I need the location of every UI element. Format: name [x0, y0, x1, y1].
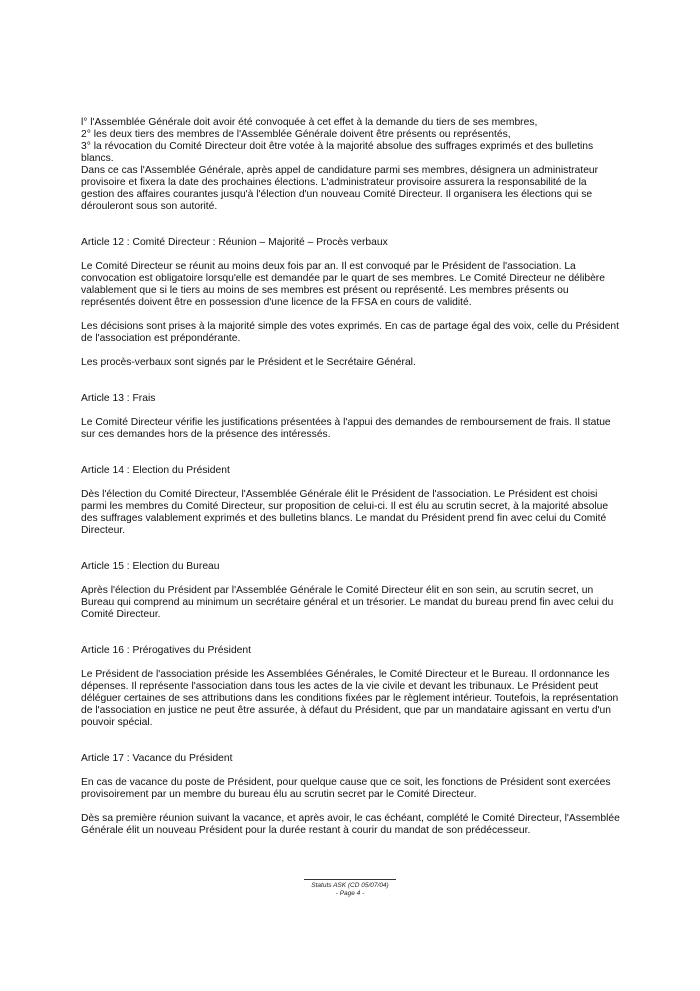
article-heading: Article 12 : Comité Directeur : Réunion – Majorité – Procès verbaux: [81, 237, 388, 248]
article-12: [81, 237, 621, 369]
article-13: [81, 393, 621, 441]
article-paragraph: Les décisions sont prises à la majorité simple des votes exprimés. En cas de partage égal des voix, celle du Président de l'association est prépondérante.: [81, 321, 620, 344]
footer-document-ref: Statuts ASK (CD 05/07/04): [311, 882, 389, 889]
intro-line: l° l'Assemblée Générale doit avoir été convoquée à cet effet à la demande du tiers de ses membres,: [81, 117, 538, 128]
page-footer: [0, 879, 700, 897]
intro-paragraph: Dans ce cas l'Assemblée Générale, après appel de candidature parmi ses membres, désignera un administrateur provisoire et fixera la date des prochaines élections. L'administrateur provisoire assurera la responsabilité de la gestion des affaires courantes jusqu'à l'élection d'un nouveau Comité Directeur. Il organisera les élections qui se dérouleront sous son autorité.: [81, 165, 599, 212]
footer-page-number: - Page 4 -: [335, 889, 365, 897]
article-paragraph: Le Comité Directeur vérifie les justifications présentées à l'appui des demandes de remboursement de frais. Il statue sur ces demandes hors de la présence des intéressés.: [81, 417, 611, 440]
article-paragraph: Dès sa première réunion suivant la vacance, et après avoir, le cas échéant, complété le Comité Directeur, l'Assemblée Générale élit un nouveau Président pour la durée restant à courir du mandat de son prédécesseur.: [81, 813, 620, 836]
intro-line: 3° la révocation du Comité Directeur doit être votée à la majorité absolue des suffrages exprimés et des bulletins blancs.: [81, 141, 594, 164]
article-paragraph: Le Comité Directeur se réunit au moins deux fois par an. Il est convoqué par le Président de l'association. La convocation est obligatoire lorsqu'elle est demandée par le quart de ses membres. Le Comité Directeur ne délibère valablement que si le tiers au moins de ses membres est présent ou représenté. Les membres présents ou représentés doivent être en possession d'une licence de la FFSA en cours de validité.: [81, 261, 605, 308]
article-15: [81, 561, 621, 621]
intro-section: [81, 117, 621, 213]
article-paragraph: En cas de vacance du poste de Président, pour quelque cause que ce soit, les fonctions de Président sont exercées provisoirement par un membre du bureau élu au scrutin secret par le Comité Directeur.: [81, 777, 611, 800]
article-paragraph: Dès l'élection du Comité Directeur, l'Assemblée Générale élit le Président de l'association. Le Président est choisi parmi les membres du Comité Directeur, sur proposition de celui-ci. Il est élu au scrutin secret, à la majorité absolue des suffrages valablement exprimés et des bulletins blancs. Le mandat du Président prend fin avec celui du Comité Directeur.: [81, 489, 609, 536]
article-heading: Article 13 : Frais: [81, 393, 156, 404]
article-paragraph: Après l'élection du Président par l'Assemblée Générale le Comité Directeur élit en son sein, au scrutin secret, un Bureau qui comprend au minimum un secrétaire général et un trésorier. Le mandat du bureau prend fin avec celui du Comité Directeur.: [81, 585, 614, 620]
article-paragraph: Le Président de l'association préside les Assemblées Générales, le Comité Directeur et le Bureau. Il ordonnance les dépenses. Il représente l'association dans tous les actes de la vie civile et devant les tribunaux. Le Président peut déléguer certaines de ses attributions dans les conditions fixées par le règlement intérieur. Toutefois, la représentation de l'association en justice ne peut être assurée, à défaut du Président, que par un mandataire agissant en vertu d'un pouvoir spécial.: [81, 669, 619, 728]
article-heading: Article 14 : Election du Président: [81, 465, 230, 476]
article-heading: Article 17 : Vacance du Président: [81, 753, 233, 764]
intro-line: 2° les deux tiers des membres de l'Assemblée Générale doivent être présents ou représentés,: [81, 129, 511, 140]
article-14: [81, 465, 621, 537]
article-17: [81, 753, 621, 837]
document-body: [81, 117, 621, 837]
article-16: [81, 645, 621, 729]
article-heading: Article 16 : Prérogatives du Président: [81, 645, 251, 656]
footer-rule: [304, 879, 396, 880]
article-paragraph: Les procès-verbaux sont signés par le Président et le Secrétaire Général.: [81, 357, 416, 368]
article-heading: Article 15 : Election du Bureau: [81, 561, 220, 572]
